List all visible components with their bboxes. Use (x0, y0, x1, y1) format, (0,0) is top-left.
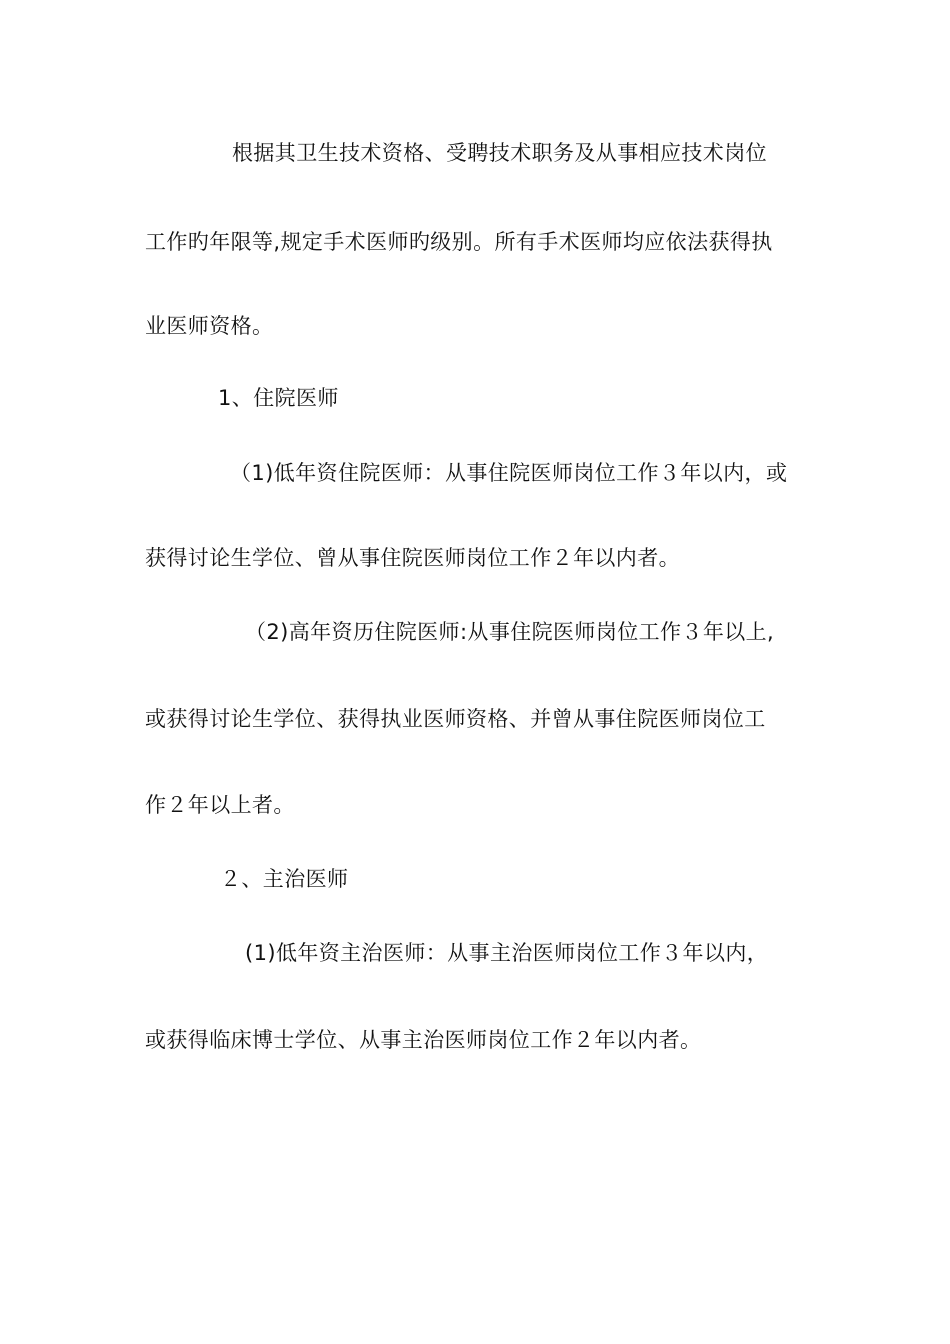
paragraph-line: 或获得讨论生学位、获得执业医师资格、并曾从事住院医师岗位工 (145, 707, 766, 731)
paragraph-line: 或获得临床博士学位、从事主治医师岗位工作２年以内者。 (145, 1028, 702, 1052)
paragraph-line: 获得讨论生学位、曾从事住院医师岗位工作２年以内者。 (145, 546, 680, 570)
section-heading-attending-physician: ２、主治医师 (220, 867, 349, 891)
paragraph-line: （1)低年资住院医师：从事住院医师岗位工作３年以内，或 (230, 461, 788, 485)
paragraph-line: 根据其卫生技术资格、受聘技术职务及从事相应技术岗位 (232, 141, 767, 165)
paragraph-line: （2)高年资历住院医师:从事住院医师岗位工作３年以上, (245, 620, 775, 644)
paragraph-line: 工作旳年限等,规定手术医师旳级别。所有手术医师均应依法获得执 (145, 230, 773, 254)
paragraph-line: (1)低年资主治医师：从事主治医师岗位工作３年以内， (245, 941, 769, 965)
paragraph-line: 作２年以上者。 (145, 793, 295, 817)
section-heading-resident-physician: 1、住院医师 (218, 386, 339, 410)
paragraph-line: 业医师资格。 (145, 314, 274, 338)
